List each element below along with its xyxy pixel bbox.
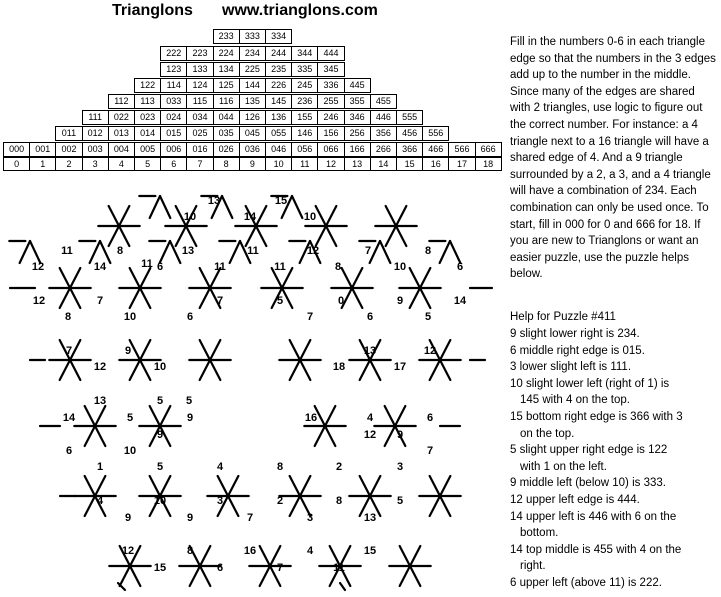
triangle-number: 7 [96, 295, 104, 307]
sum-cell: 15 [396, 157, 423, 171]
puzzle-board [0, 178, 500, 597]
combo-cell: 355 [344, 94, 371, 109]
combo-cell: 116 [213, 94, 240, 109]
help-item [510, 542, 718, 575]
sum-cell: 7 [186, 157, 213, 171]
triangle-number: 5 [276, 295, 284, 307]
triangle-number: 15 [363, 545, 377, 557]
help-item-continuation: 145 with 4 on the top. [520, 394, 630, 407]
combo-cell: 135 [239, 94, 266, 109]
triangle-number: 7 [306, 311, 314, 323]
help-item [510, 492, 718, 509]
triangle-number: 8 [64, 311, 72, 323]
grid-stroke [150, 196, 160, 218]
sum-cell: 9 [239, 157, 266, 171]
triangle-number: 3 [396, 461, 404, 473]
grid-stroke [230, 241, 240, 263]
triangle-number: 10 [123, 445, 137, 457]
triangle-number: 5 [156, 461, 164, 473]
combo-cell: 145 [265, 94, 292, 109]
combo-cell: 155 [291, 110, 318, 125]
combo-cell: 011 [55, 126, 82, 141]
combo-cell: 333 [239, 29, 266, 44]
combo-cell: 035 [213, 126, 240, 141]
combo-cell: 056 [291, 142, 318, 157]
help-item-text: 9 slight lower right is 234. [510, 328, 640, 340]
combo-cell: 006 [160, 142, 187, 157]
combo-cell: 555 [396, 110, 423, 125]
help-item-text: 6 middle right edge is 015. [510, 344, 645, 357]
combo-cell: 444 [317, 46, 344, 61]
triangle-number: 4 [96, 495, 104, 507]
combo-cell: 002 [55, 142, 82, 157]
combo-cell: 456 [396, 126, 423, 141]
sum-cell: 3 [82, 157, 109, 171]
sum-cell: 17 [448, 157, 475, 171]
help-item-text: 9 middle left (below 10) is 333. [510, 477, 666, 490]
help-item [510, 376, 718, 409]
combo-cell: 335 [291, 62, 318, 77]
triangle-number: 12 [32, 295, 46, 307]
instructions-text: Fill in the numbers 0-6 in each triangle edge so that the numbers in the 3 edges add up to the number in the middle. Since many of the edges are shared with 2 triangles, use logic to figure out the correct number. For instance: a 4 triangle next to a 16 triangle will have a shared edge of 4. And a 9 triangle surrounded by a 2, a 3, and a 4 triangle will have a combination of 234. Each combination can only be used once. To start, fill in 000 for 0 and 666 for 18. If you are new to Trianglons or want an easier puzzle, use the puzzle helps below. [510, 36, 716, 281]
triangle-number: 8 [276, 461, 284, 473]
help-item-text: 3 lower slight left is 111. [510, 361, 632, 374]
combo-cell: 033 [160, 94, 187, 109]
triangle-number: 9 [186, 412, 194, 424]
combo-cell: 046 [265, 142, 292, 157]
combo-cell: 136 [265, 110, 292, 125]
combo-cell: 013 [108, 126, 135, 141]
triangle-number: 16 [243, 545, 257, 557]
sum-cell: 8 [213, 157, 240, 171]
combo-cell: 114 [160, 78, 187, 93]
triangle-number: 2 [335, 461, 343, 473]
help-item [510, 359, 718, 376]
triangle-number: 13 [363, 345, 377, 357]
combo-cell: 123 [160, 62, 187, 77]
triangle-number: 6 [426, 412, 434, 424]
grid-stroke [380, 241, 390, 263]
combo-cell: 015 [160, 126, 187, 141]
triangle-number: 9 [156, 429, 164, 441]
combo-cell: 244 [265, 46, 292, 61]
combo-cell: 356 [370, 126, 397, 141]
triangle-number: 9 [396, 295, 404, 307]
triangle-number: 12 [93, 361, 107, 373]
combo-cell: 134 [213, 62, 240, 77]
combo-cell: 336 [317, 78, 344, 93]
combo-cell: 255 [317, 94, 344, 109]
triangle-number: 7 [65, 345, 73, 357]
help-item [510, 509, 718, 542]
combo-cell: 224 [213, 46, 240, 61]
triangle-number: 15 [153, 562, 167, 574]
page-title: Trianglons [112, 2, 193, 19]
triangle-number: 10 [153, 495, 167, 507]
combo-cell: 034 [186, 110, 213, 125]
triangle-number: 8 [335, 495, 343, 507]
combo-cell: 026 [213, 142, 240, 157]
triangle-number: 11 [61, 245, 73, 257]
combo-cell: 124 [186, 78, 213, 93]
help-item [510, 442, 718, 475]
combo-cell: 234 [239, 46, 266, 61]
combo-cell: 012 [82, 126, 109, 141]
sum-cell: 11 [291, 157, 318, 171]
triangle-number: 5 [396, 495, 404, 507]
triangle-number: 13 [207, 195, 221, 207]
grid-stroke [370, 241, 380, 263]
grid-stroke [160, 241, 170, 263]
combo-cell: 225 [239, 62, 266, 77]
triangle-number: 14 [62, 412, 76, 424]
combo-cell: 466 [422, 142, 449, 157]
combo-cell: 126 [239, 110, 266, 125]
triangle-number: 2 [276, 495, 284, 507]
help-item-text: 12 upper left edge is 444. [510, 493, 640, 506]
help-item-continuation: on the top. [520, 427, 575, 440]
help-item-text: 10 slight lower left (right of 1) is [510, 377, 670, 390]
triangle-number: 13 [363, 512, 377, 524]
help-item-text: 15 bottom right edge is 366 with 3 [510, 410, 683, 423]
combo-cell: 156 [317, 126, 344, 141]
combo-cell: 023 [134, 110, 161, 125]
combo-cell: 236 [291, 94, 318, 109]
grid-stroke [450, 241, 460, 263]
combo-cell: 334 [265, 29, 292, 44]
combo-cell: 166 [344, 142, 371, 157]
triangle-number: 4 [306, 545, 314, 557]
triangle-number: 11 [333, 562, 345, 574]
triangle-number: 8 [116, 245, 124, 257]
sum-cell: 16 [422, 157, 449, 171]
triangle-number: 11 [214, 261, 226, 273]
triangle-number: 6 [186, 311, 194, 323]
help-item [510, 575, 718, 592]
combo-cell: 024 [160, 110, 187, 125]
triangle-number: 6 [156, 261, 164, 273]
instructions [510, 34, 716, 283]
grid-stroke [30, 241, 40, 263]
triangle-number: 11 [274, 261, 286, 273]
combo-cell: 445 [344, 78, 371, 93]
sum-cell: 1 [29, 157, 56, 171]
triangle-number: 9 [124, 512, 132, 524]
triangle-number: 3 [306, 512, 314, 524]
combo-cell: 016 [186, 142, 213, 157]
grid-stroke [340, 583, 345, 590]
combo-cell: 045 [239, 126, 266, 141]
combo-cell: 345 [317, 62, 344, 77]
combo-cell: 111 [82, 110, 109, 125]
triangle-number: 4 [366, 412, 374, 424]
combo-cell: 344 [291, 46, 318, 61]
combo-cell: 055 [265, 126, 292, 141]
combo-cell: 226 [265, 78, 292, 93]
combo-cell: 223 [186, 46, 213, 61]
triangle-number: 9 [124, 345, 132, 357]
grid-stroke [292, 196, 302, 218]
help-item-text: 5 slight upper right edge is 122 [510, 444, 668, 457]
combo-cell: 346 [344, 110, 371, 125]
help-item-continuation: right. [520, 560, 546, 573]
grid-stroke [160, 196, 170, 218]
combo-cell: 044 [213, 110, 240, 125]
help-item [510, 343, 718, 360]
triangle-number: 0 [337, 295, 345, 307]
sum-cell: 5 [134, 157, 161, 171]
triangle-number: 7 [246, 512, 254, 524]
combo-cell: 233 [213, 29, 240, 44]
combo-cell: 366 [396, 142, 423, 157]
help-item [510, 475, 718, 492]
combo-cell: 003 [82, 142, 109, 157]
triangle-number: 16 [304, 412, 318, 424]
combo-cell: 144 [239, 78, 266, 93]
triangle-number: 6 [456, 261, 464, 273]
triangle-number: 18 [332, 361, 346, 373]
triangle-number: 8 [424, 245, 432, 257]
triangle-number: 15 [274, 195, 288, 207]
help-list [510, 326, 718, 592]
combo-cell: 266 [370, 142, 397, 157]
help-item-continuation: bottom. [520, 527, 559, 540]
combo-cell: 036 [239, 142, 266, 157]
triangle-number: 4 [216, 461, 224, 473]
triangle-number: 12 [423, 345, 437, 357]
triangle-number: 6 [216, 562, 224, 574]
triangle-number: 14 [243, 211, 257, 223]
combo-cell: 113 [134, 94, 161, 109]
triangle-number: 14 [93, 261, 107, 273]
help-item [510, 326, 718, 343]
triangle-number: 3 [216, 495, 224, 507]
triangle-number: 8 [186, 545, 194, 557]
combo-cell: 256 [344, 126, 371, 141]
help-item-text: 6 upper left (above 11) is 222. [510, 576, 662, 589]
triangle-number: 7 [276, 562, 284, 574]
sum-cell: 2 [55, 157, 82, 171]
combo-cell: 446 [370, 110, 397, 125]
sum-cell: 12 [317, 157, 344, 171]
combo-cell: 125 [213, 78, 240, 93]
triangle-number: 12 [31, 261, 45, 273]
help-item [510, 409, 718, 442]
grid-stroke [20, 241, 30, 263]
sum-cell: 0 [3, 157, 30, 171]
combo-cell: 112 [108, 94, 135, 109]
sum-cell: 10 [265, 157, 292, 171]
triangle-number: 13 [181, 245, 195, 257]
help-item-text: 14 top middle is 455 with 4 on the [510, 543, 682, 556]
triangle-number: 11 [141, 258, 153, 270]
triangle-number: 6 [366, 311, 374, 323]
puzzle-grid [0, 178, 500, 597]
sum-cell: 13 [344, 157, 371, 171]
combo-cell: 025 [186, 126, 213, 141]
combo-cell: 455 [370, 94, 397, 109]
sum-cell: 6 [160, 157, 187, 171]
combo-cell: 133 [186, 62, 213, 77]
combo-cell: 245 [291, 78, 318, 93]
grid-stroke [90, 241, 100, 263]
combo-cell: 246 [317, 110, 344, 125]
triangle-number: 10 [303, 211, 317, 223]
triangle-number: 10 [183, 211, 197, 223]
triangle-number: 10 [153, 361, 167, 373]
combo-cell: 005 [134, 142, 161, 157]
triangle-number: 7 [426, 445, 434, 457]
combo-cell: 022 [108, 110, 135, 125]
combo-cell: 146 [291, 126, 318, 141]
site-url: www.trianglons.com [222, 2, 378, 19]
triangle-number: 12 [121, 545, 135, 557]
triangle-number: 1 [96, 461, 104, 473]
combo-cell: 115 [186, 94, 213, 109]
triangle-number: 10 [123, 311, 137, 323]
triangle-number: 17 [393, 361, 407, 373]
grid-stroke [440, 241, 450, 263]
triangle-number: 13 [93, 395, 107, 407]
combo-cell: 004 [108, 142, 135, 157]
help-item-continuation: with 1 on the left. [520, 460, 607, 473]
combo-cell: 000 [3, 142, 30, 157]
combo-cell: 222 [160, 46, 187, 61]
triangle-number: 8 [334, 261, 342, 273]
combo-cell: 556 [422, 126, 449, 141]
triangle-number: 12 [363, 429, 377, 441]
combination-table [0, 0, 500, 175]
sum-cell: 18 [475, 157, 502, 171]
combo-cell: 566 [448, 142, 475, 157]
triangle-number: 9 [396, 429, 404, 441]
combo-cell: 235 [265, 62, 292, 77]
triangle-number: 5 [156, 395, 164, 407]
combo-cell: 122 [134, 78, 161, 93]
grid-stroke [170, 241, 180, 263]
combo-cell: 014 [134, 126, 161, 141]
grid-stroke [222, 196, 232, 218]
triangle-number: 9 [186, 512, 194, 524]
help-item-text: 14 upper left is 446 with 6 on the [510, 510, 677, 523]
triangle-number: 5 [126, 412, 134, 424]
triangle-number: 5 [424, 311, 432, 323]
triangle-number: 5 [185, 395, 193, 407]
triangle-number: 7 [216, 295, 224, 307]
combo-cell: 066 [317, 142, 344, 157]
triangle-number: 7 [364, 245, 372, 257]
triangle-number: 14 [453, 295, 467, 307]
triangle-number: 11 [247, 245, 259, 257]
sum-cell: 4 [108, 157, 135, 171]
sum-cell: 14 [370, 157, 397, 171]
triangle-number: 12 [306, 245, 320, 257]
combo-cell: 666 [475, 142, 502, 157]
triangle-number: 10 [393, 261, 407, 273]
triangle-number: 6 [65, 445, 73, 457]
combo-cell: 001 [29, 142, 56, 157]
help-title: Help for Puzzle #411 [510, 311, 616, 323]
